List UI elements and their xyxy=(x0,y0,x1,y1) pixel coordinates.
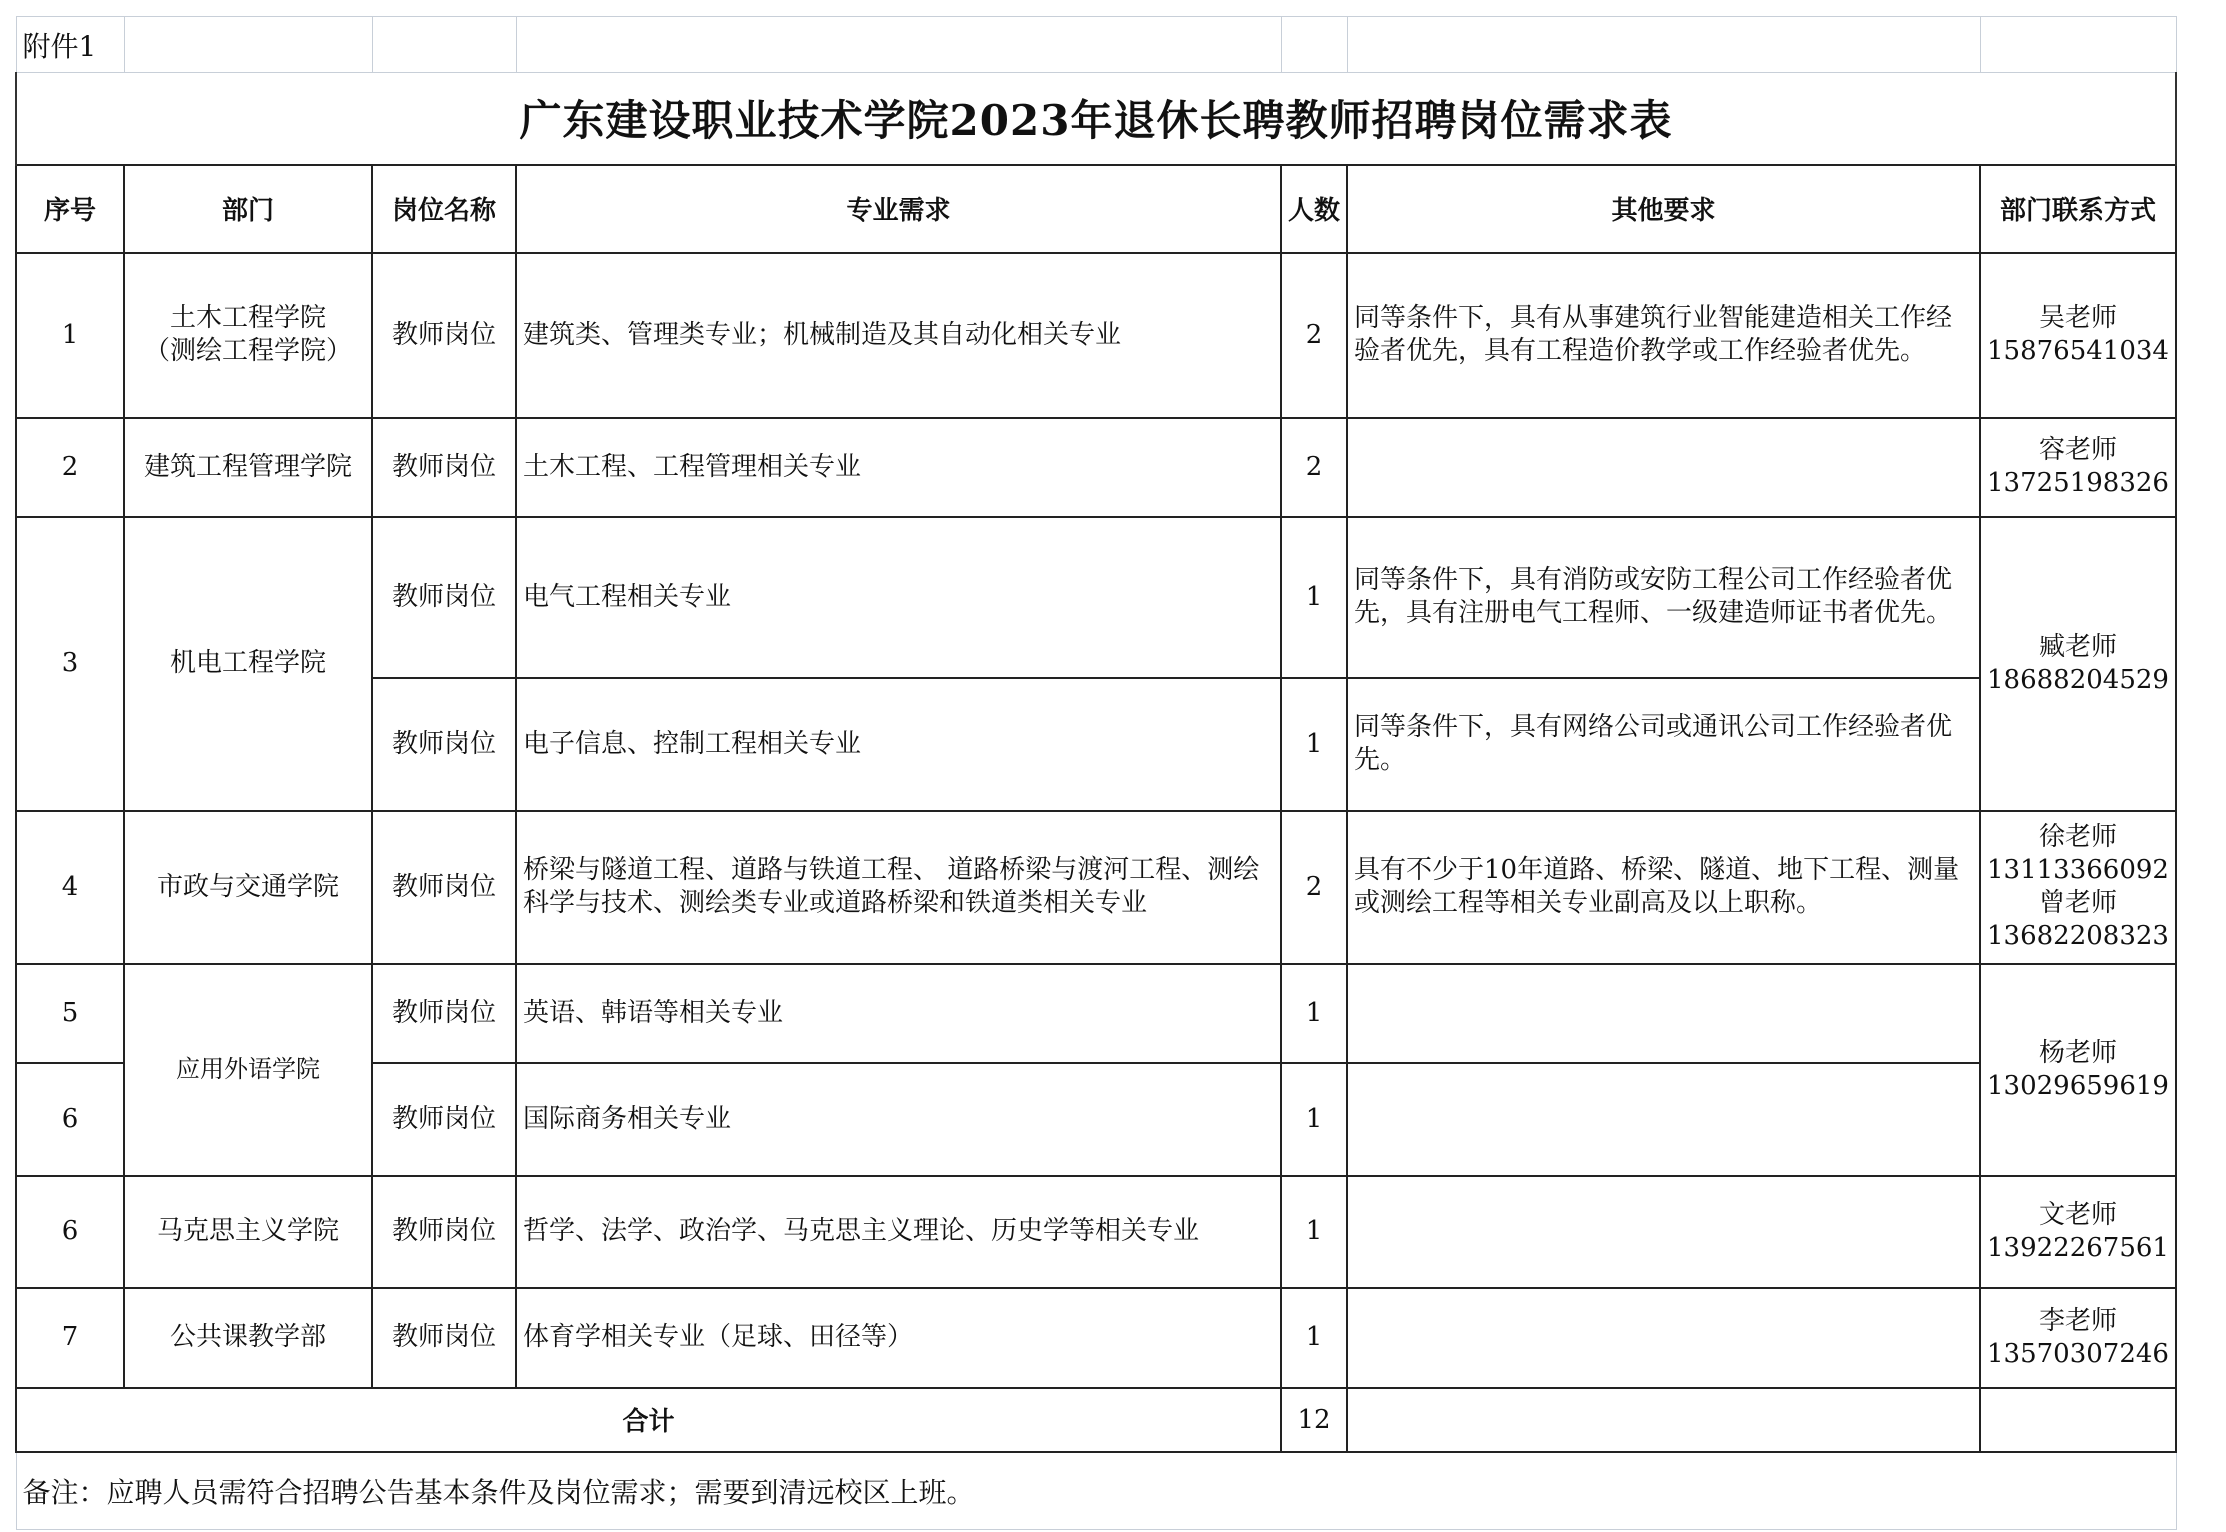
cell-seq: 7 xyxy=(16,1288,124,1388)
cell-contact: 李老师 13570307246 xyxy=(1980,1288,2176,1388)
cell-seq: 2 xyxy=(16,418,124,517)
cell-contact: 文老师 13922267561 xyxy=(1980,1176,2176,1288)
cell-other: 同等条件下，具有消防或安防工程公司工作经验者优先，具有注册电气工程师、一级建造师证书者优先。 xyxy=(1347,517,1980,678)
title-row xyxy=(16,73,2176,165)
header-other: 其他要求 xyxy=(1347,165,1980,253)
cell-count: 2 xyxy=(1281,418,1347,517)
table-row xyxy=(16,253,2176,418)
cell-seq: 4 xyxy=(16,811,124,964)
table-row xyxy=(16,418,2176,517)
header-seq: 序号 xyxy=(16,165,124,253)
recruitment-table xyxy=(15,16,2177,1530)
cell-major: 土木工程、工程管理相关专业 xyxy=(516,418,1281,517)
cell-other xyxy=(1347,1063,1980,1176)
cell-contact: 杨老师 13029659619 xyxy=(1980,964,2176,1176)
cell-count: 1 xyxy=(1281,517,1347,678)
cell-count: 1 xyxy=(1281,1063,1347,1176)
cell-major: 国际商务相关专业 xyxy=(516,1063,1281,1176)
cell-position: 教师岗位 xyxy=(372,517,516,678)
cell-position: 教师岗位 xyxy=(372,811,516,964)
header-major: 专业需求 xyxy=(516,165,1281,253)
cell-contact: 容老师 13725198326 xyxy=(1980,418,2176,517)
cell-major: 英语、韩语等相关专业 xyxy=(516,964,1281,1063)
cell-other xyxy=(1347,964,1980,1063)
table-row xyxy=(16,1288,2176,1388)
cell-other: 同等条件下，具有从事建筑行业智能建造相关工作经验者优先，具有工程造价教学或工作经验者优先。 xyxy=(1347,253,1980,418)
cell-dept: 公共课教学部 xyxy=(124,1288,372,1388)
cell-major: 哲学、法学、政治学、马克思主义理论、历史学等相关专业 xyxy=(516,1176,1281,1288)
cell-contact: 吴老师 15876541034 xyxy=(1980,253,2176,418)
cell-major: 电气工程相关专业 xyxy=(516,517,1281,678)
cell-position: 教师岗位 xyxy=(372,1063,516,1176)
cell-other xyxy=(1347,1288,1980,1388)
table-row xyxy=(16,964,2176,1063)
cell-count: 1 xyxy=(1281,1176,1347,1288)
cell-count: 2 xyxy=(1281,811,1347,964)
header-position: 岗位名称 xyxy=(372,165,516,253)
cell-count: 1 xyxy=(1281,678,1347,811)
cell-seq: 5 xyxy=(16,964,124,1063)
cell-contact: 臧老师 18688204529 xyxy=(1980,517,2176,811)
header-count: 人数 xyxy=(1281,165,1347,253)
cell-position: 教师岗位 xyxy=(372,418,516,517)
cell-dept: 建筑工程管理学院 xyxy=(124,418,372,517)
cell-dept: 马克思主义学院 xyxy=(124,1176,372,1288)
total-count: 12 xyxy=(1281,1388,1347,1452)
cell-other: 具有不少于10年道路、桥梁、隧道、地下工程、测量或测绘工程等相关专业副高及以上职称。 xyxy=(1347,811,1980,964)
annex-label: 附件1 xyxy=(16,17,124,73)
header-dept: 部门 xyxy=(124,165,372,253)
header-contact: 部门联系方式 xyxy=(1980,165,2176,253)
cell-dept: 市政与交通学院 xyxy=(124,811,372,964)
cell-position: 教师岗位 xyxy=(372,1176,516,1288)
table-row xyxy=(16,517,2176,678)
cell-other: 同等条件下，具有网络公司或通讯公司工作经验者优先。 xyxy=(1347,678,1980,811)
cell-count: 2 xyxy=(1281,253,1347,418)
cell-contact: 徐老师 13113366092 曾老师 13682208323 xyxy=(1980,811,2176,964)
cell-major: 体育学相关专业（足球、田径等） xyxy=(516,1288,1281,1388)
note-text: 备注：应聘人员需符合招聘公告基本条件及岗位需求；需要到清远校区上班。 xyxy=(16,1452,2176,1530)
cell-position: 教师岗位 xyxy=(372,678,516,811)
annex-row xyxy=(16,17,2176,73)
cell-other xyxy=(1347,418,1980,517)
cell-count: 1 xyxy=(1281,964,1347,1063)
header-row xyxy=(16,165,2176,253)
table-row xyxy=(16,811,2176,964)
note-row xyxy=(16,1452,2176,1530)
total-label: 合计 xyxy=(16,1388,1281,1452)
cell-count: 1 xyxy=(1281,1288,1347,1388)
total-row xyxy=(16,1388,2176,1452)
cell-position: 教师岗位 xyxy=(372,253,516,418)
cell-seq: 6 xyxy=(16,1176,124,1288)
cell-other xyxy=(1347,1176,1980,1288)
cell-dept: 机电工程学院 xyxy=(124,517,372,811)
cell-position: 教师岗位 xyxy=(372,1288,516,1388)
cell-dept: 应用外语学院 xyxy=(124,964,372,1176)
table-row xyxy=(16,1176,2176,1288)
cell-major: 建筑类、管理类专业；机械制造及其自动化相关专业 xyxy=(516,253,1281,418)
cell-seq: 1 xyxy=(16,253,124,418)
cell-dept: 土木工程学院 （测绘工程学院） xyxy=(124,253,372,418)
cell-seq: 6 xyxy=(16,1063,124,1176)
cell-major: 桥梁与隧道工程、道路与铁道工程、 道路桥梁与渡河工程、测绘科学与技术、测绘类专业或道路桥梁和铁道类相关专业 xyxy=(516,811,1281,964)
cell-position: 教师岗位 xyxy=(372,964,516,1063)
cell-major: 电子信息、控制工程相关专业 xyxy=(516,678,1281,811)
cell-seq: 3 xyxy=(16,517,124,811)
table-title: 广东建设职业技术学院2023年退休长聘教师招聘岗位需求表 xyxy=(16,73,2176,165)
